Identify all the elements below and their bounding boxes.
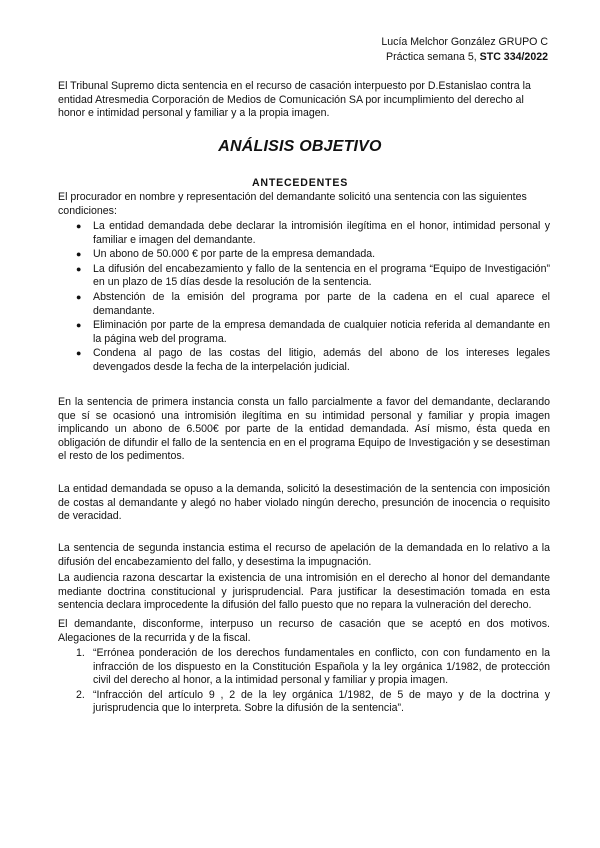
list-item: ● La difusión del encabezamiento y fallo de la sentencia en el programa “Equipo de Investigación” en un plazo de 15 días desde la resolución de la sentencia.	[76, 262, 550, 289]
list-item: 2. “Infracción del artículo 9 , 2 de la ley orgánica 1/1982, de 5 de mayo y de la doctrina y jurisprudencia que lo interpreta. Sobre la difusión de la sentencia”.	[76, 688, 550, 715]
document-header	[381, 36, 548, 66]
section-heading: ANTECEDENTES	[251, 177, 349, 189]
practice-line	[381, 51, 548, 66]
bullet-icon: ●	[76, 221, 82, 231]
paragraph-first-instance: En la sentencia de primera instancia consta un fallo parcialmente a favor del demandante, declarando que sí se ocasionó una intromisión ilegítima en su intimidad personal y familiar y propia imagen implicando un abono de 6.500€ por parte de la entidad demandada. Así mismo, ésta queda en obligación de difundir el fallo de la sentencia en en el programa Equipo de Investigación y se desestiman el resto de los pedimentos.	[58, 396, 550, 463]
practice-reference: STC 334/2022	[479, 51, 548, 63]
bullet-icon: ●	[76, 263, 82, 274]
list-item: 1. “Errónea ponderación de los derechos fundamentales en conflicto, con con fundamento en la infracción de los dispuesto en la Constitución Española y la ley orgánica 1/1982, de protección civil del derecho al honor, a la intimidad personal y familiar y propia imagen.	[76, 647, 550, 687]
bullet-icon: ●	[76, 320, 82, 331]
section-lead: El procurador en nombre y representación del demandante solicitó una sentencia con las siguientes condiciones:	[58, 191, 527, 217]
list-item: ● Abstención de la emisión del programa por parte de la cadena en el cual aparece el demandante.	[76, 290, 550, 317]
practice-prefix: Práctica semana 5,	[386, 51, 480, 63]
author-line: Lucía Melchor González GRUPO C	[381, 36, 548, 48]
bullet-icon: ●	[76, 348, 82, 359]
conditions-list	[58, 220, 550, 376]
motives-list	[58, 647, 550, 717]
bullet-icon: ●	[76, 249, 82, 260]
list-item: ● Condena al pago de las costas del litigio, además del abono de los intereses legales devengados desde la fecha de la interpelación judicial.	[76, 347, 550, 373]
list-item: ● La entidad demandada debe declarar la intromisión ilegítima en el honor, intimidad personal y familiar e imagen del demandante.	[76, 220, 550, 246]
paragraph-casacion: El demandante, disconforme, interpuso un recurso de casación que se aceptó en dos motivos. Alegaciones de la recurrida y de la fiscal.	[58, 618, 550, 644]
paragraph-second-instance: La sentencia de segunda instancia estima el recurso de apelación de la demandada en lo relativo a la difusión del encabezamiento del fallo, y desestima la impugnación.	[58, 542, 550, 568]
page-title: ANÁLISIS OBJETIVO	[218, 138, 382, 155]
list-item: ● Eliminación por parte de la empresa demandada de cualquier noticia referida al demandante en la página web del programa.	[76, 319, 550, 345]
paragraph-opposition: La entidad demandada se opuso a la demanda, solicitó la desestimación de la sentencia con imposición de costas al demandante y alegó no haber violado ningún derecho, presunción de inocencia o requisito de veracidad.	[58, 483, 550, 523]
bullet-icon: ●	[76, 291, 82, 302]
paragraph-audiencia: La audiencia razona descartar la existencia de una intromisión en el derecho al honor del demandante mediante doctrina constitucional y jurisprudencial. Para justificar la desestimación tomada en esta sentencia declara improcedente la difusión del fallo puesto que no repara la vulneración del derecho.	[58, 572, 550, 612]
list-item: ● Un abono de 50.000 € por parte de la empresa demandada.	[76, 248, 376, 261]
intro-paragraph: El Tribunal Supremo dicta sentencia en el recurso de casación interpuesto por D.Estanislao contra la entidad Atresmedia Corporación de Medios de Comunicación SA por incumplimiento del derecho al honor e intimidad personal y familiar y a la propia imagen.	[58, 80, 531, 120]
